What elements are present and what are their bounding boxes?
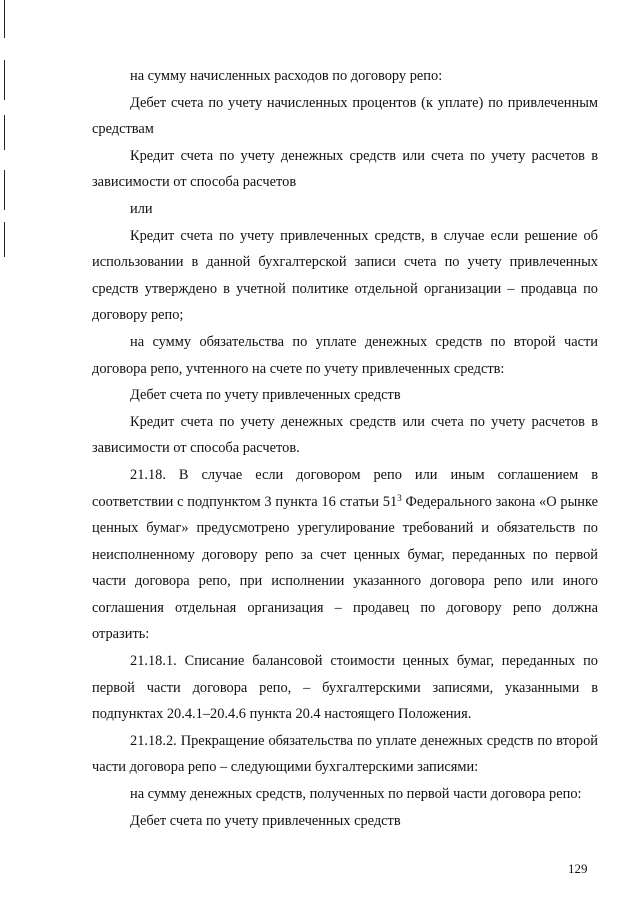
paragraph: Дебет счета по учету начисленных процентов (к уплате) по привлеченным средствам <box>92 94 598 138</box>
paragraph: на сумму начисленных расходов по договору репо: <box>130 68 443 84</box>
margin-line <box>4 60 5 100</box>
margin-line <box>4 170 5 210</box>
paragraph: Кредит счета по учету денежных средств или счета по учету расчетов в зависимости от способа расчетов <box>92 147 598 191</box>
paragraph-21-18 <box>92 462 598 648</box>
paragraph: 21.18.1. Списание балансовой стоимости ценных бумаг, переданных по первой части договора репо, – бухгалтерскими записями, указанными в подпунктах 20.4.1–20.4.6 пункта 20.4 настоящего Положения. <box>92 653 598 723</box>
paragraph: Дебет счета по учету привлеченных средств <box>130 387 401 404</box>
paragraph-text: 21.18. В случае если договором репо или иным соглашением в соответствии с подпунктом 3 пункта 16 статьи 51 <box>92 466 598 510</box>
paragraph: или <box>130 200 153 217</box>
page-number: 129 <box>568 861 588 876</box>
margin-line <box>4 115 5 150</box>
paragraph: на сумму денежных средств, полученных по первой части договора репо: <box>130 786 582 803</box>
paragraph: Дебет счета по учету привлеченных средств <box>130 812 401 829</box>
superscript: 3 <box>397 492 402 503</box>
paragraph: на сумму обязательства по уплате денежных средств по второй части договора репо, учтенного на счете по учету привлеченных средств: <box>92 333 598 377</box>
document-body <box>92 63 598 834</box>
paragraph: Кредит счета по учету привлеченных средств, в случае если решение об использовании в данной бухгалтерской записи счета по учету привлеченных средств утверждено в учетной политике отдельной организации – продавца по договору репо; <box>92 227 598 324</box>
margin-line <box>4 222 5 257</box>
margin-line <box>4 0 5 38</box>
paragraph-text: Федерального закона «О рынке ценных бумаг» предусмотрено урегулирование требований и обязательств по неисполненному договору репо за счет ценных бумаг, переданных по первой части договора репо, при исполнении указанного договора репо или иного соглашения отдельная организация – продавец по договору репо должна отразить: <box>92 493 598 643</box>
paragraph: 21.18.2. Прекращение обязательства по уплате денежных средств по второй части договора репо – следующими бухгалтерскими записями: <box>92 732 598 776</box>
paragraph: Кредит счета по учету денежных средств или счета по учету расчетов в зависимости от способа расчетов. <box>92 413 598 457</box>
